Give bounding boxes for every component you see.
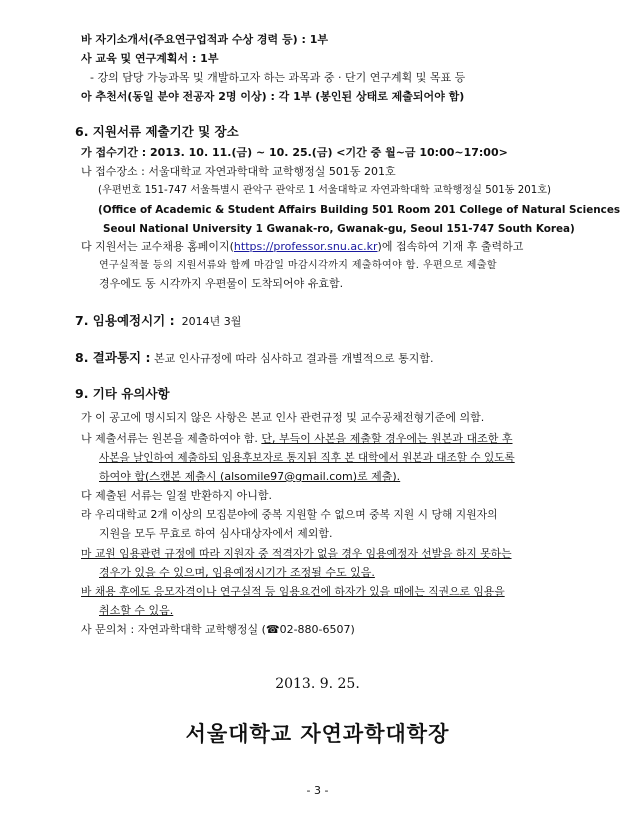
section7-title: 7. 임용예정시기 : xyxy=(75,313,175,328)
section9-item-ba-2: 취소할 수 있음. xyxy=(99,604,174,617)
section6-address-en-2: Seoul National University 1 Gwanak-ro, Gwanak-gu, Seoul 151-747 South Korea) xyxy=(103,223,575,235)
section8-title: 8. 결과통지 : xyxy=(75,350,151,365)
item-sa-plan: 사 교육 및 연구계획서 : 1부 xyxy=(81,52,219,65)
section9-item-sa: 사 문의처 : 자연과학대학 교학행정실 (☎02-880-6507) xyxy=(81,623,355,636)
section9-item-na-1: 나 제출서류는 원본을 제출하여야 함. 단, 부득이 사본을 제출할 경우에는 원본과 대조한 후 xyxy=(81,432,513,445)
item-sa-detail: - 강의 담당 가능과목 및 개발하고자 하는 과목과 중 · 단기 연구계획 및 목표 등 xyxy=(90,71,466,84)
announcement-date: 2013. 9. 25. xyxy=(275,676,360,692)
section9-item-ma-1: 마 교원 임용관련 규정에 따라 지원자 중 적격자가 없을 경우 임용예정자 선발을 하지 못하는 xyxy=(81,547,512,560)
section8-value: 본교 인사규정에 따라 심사하고 결과를 개별적으로 통지함. xyxy=(153,352,434,365)
item-ba-self-intro: 바 자기소개서(주요연구업적과 수상 경력 등) : 1부 xyxy=(81,33,328,46)
section9-item-na-2: 사본을 날인하여 제출하되 임용후보자로 통지된 직후 본 대학에서 원본과 대조할 수 있도록 xyxy=(99,452,515,464)
section6-title: 6. 지원서류 제출기간 및 장소 xyxy=(75,124,239,139)
section7-value: 2014년 3월 xyxy=(181,315,242,328)
section6-place: 나 접수장소 : 서울대학교 자연과학대학 교학행정실 501동 201호 xyxy=(81,165,396,178)
section9-item-ma-2: 경우가 있을 수 있으며, 임용예정시기가 조정될 수도 있음. xyxy=(99,566,375,579)
item-a-recommendation: 아 추천서(동일 분야 전공자 2명 이상) : 각 1부 (봉인된 상태로 제출되어야 함) xyxy=(81,90,465,103)
section6-apply-line-3: 경우에도 동 시각까지 우편물이 도착되어야 유효함. xyxy=(99,277,344,290)
section8-row xyxy=(75,350,433,367)
section9-item-da: 다 제출된 서류는 일절 반환하지 아니함. xyxy=(81,489,272,502)
section9-item-ra-2: 지원을 모두 무효로 하여 심사대상자에서 제외함. xyxy=(99,527,333,540)
section9-title: 9. 기타 유의사항 xyxy=(75,386,170,401)
section7-row xyxy=(75,313,241,330)
section6-address-en-1: (Office of Academic & Student Affairs Building 501 Room 201 College of Natural Sciences xyxy=(98,204,621,216)
section9-item-na-3: 하여야 함(스캔본 제출시 (alsomile97@gmail.com)로 제출). xyxy=(99,470,401,483)
section6-apply-line-1: 다 지원서는 교수채용 홈페이지(https://professor.snu.ac.kr)에 접속하여 기재 후 출력하고 xyxy=(81,240,524,253)
section6-apply-line-2: 연구실적물 등의 지원서류와 함께 마감일 마감시각까지 제출하여야 함. 우편으로 제출할 xyxy=(99,260,497,271)
professor-homepage-link[interactable]: https://professor.snu.ac.kr xyxy=(233,240,378,253)
section6-period: 가 접수기간 : 2013. 10. 11.(금) ~ 10. 25.(금) <기간 중 월~금 10:00~17:00> xyxy=(81,146,508,159)
section9-item-ga: 가 이 공고에 명시되지 않은 사항은 본교 인사 관련규정 및 교수공채전형기준에 의함. xyxy=(81,411,485,424)
signature-dean: 서울대학교 자연과학대학장 xyxy=(185,721,450,746)
section9-item-ba-1: 바 채용 후에도 응모자격이나 연구실적 등 임용요건에 하자가 있을 때에는 직권으로 임용을 xyxy=(81,585,505,598)
section6-address: (우편번호 151-747 서울특별시 관악구 관악로 1 서울대학교 자연과학대학 교학행정실 501동 201호) xyxy=(98,185,552,196)
phone-icon: ☎ xyxy=(265,623,280,636)
section9-item-ra-1: 라 우리대학교 2개 이상의 모집분야에 중복 지원할 수 없으며 중복 지원 시 당해 지원자의 xyxy=(81,508,498,521)
page-number: - 3 - xyxy=(306,784,329,797)
